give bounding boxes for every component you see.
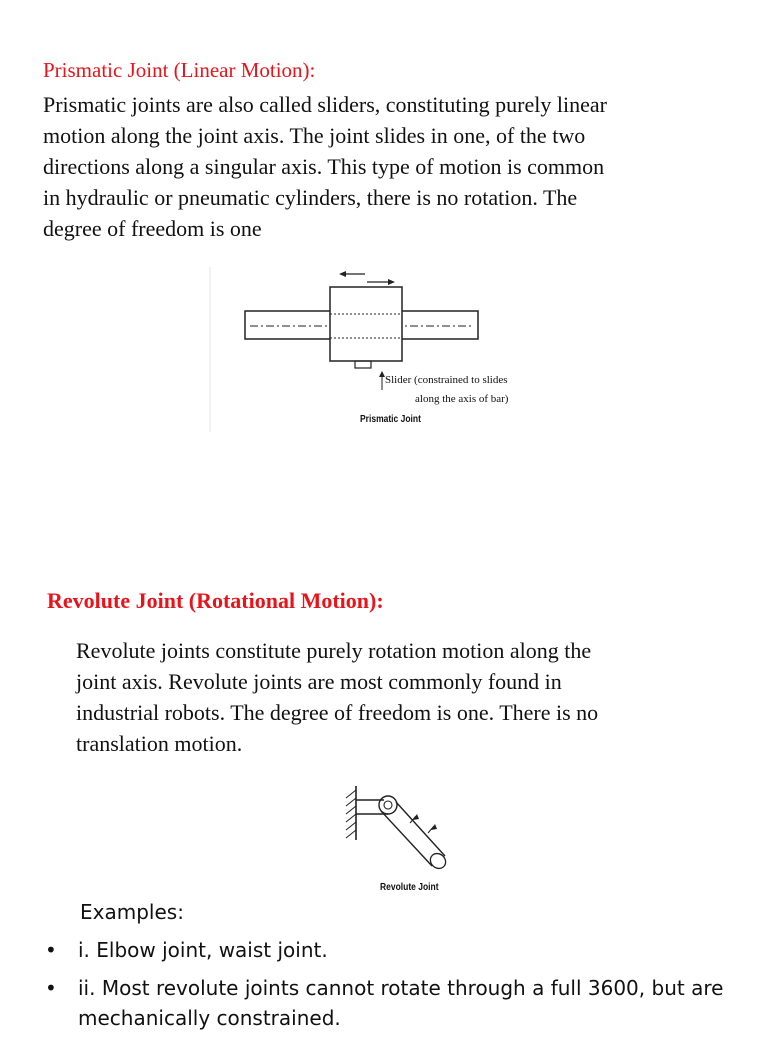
prismatic-paragraph: Prismatic joints are also called sliders, constituting purely linear motion along the joint axis. The joint slides in one, of the two directions along a singular axis. This type of motion is common in hydraulic or pneumatic cylinders, there is no rotation. The degree of freedom is one (43, 92, 607, 241)
revolute-joint-figure (340, 778, 490, 898)
revolute-joint-diagram (340, 778, 490, 883)
slider-label-continued: along the axis of bar) (415, 393, 509, 405)
revolute-figure-caption: Revolute Joint (380, 882, 439, 893)
prismatic-figure-caption: Prismatic Joint (360, 414, 421, 425)
bullet-icon: • (45, 976, 57, 1000)
list-item (45, 973, 745, 1033)
examples-title: Examples: (80, 900, 184, 924)
prismatic-joint-figure (205, 262, 509, 442)
revolute-heading: Revolute Joint (Rotational Motion): (47, 588, 384, 613)
list-item-text: ii. Most revolute joints cannot rotate through a full 3600, but are mechanically constrained. (78, 976, 724, 1030)
examples-list (45, 935, 745, 1041)
bullet-icon: • (45, 938, 57, 962)
revolute-paragraph: Revolute joints constitute purely rotation motion along the joint axis. Revolute joints are most commonly found in industrial robots. The degree of freedom is one. There is no translation motion. (76, 638, 599, 756)
slider-label: Slider (constrained to slides (385, 374, 508, 386)
list-item-text: i. Elbow joint, waist joint. (78, 938, 328, 962)
prismatic-heading: Prismatic Joint (Linear Motion): (43, 58, 316, 82)
list-item (45, 935, 745, 965)
prismatic-joint-diagram (205, 262, 505, 442)
